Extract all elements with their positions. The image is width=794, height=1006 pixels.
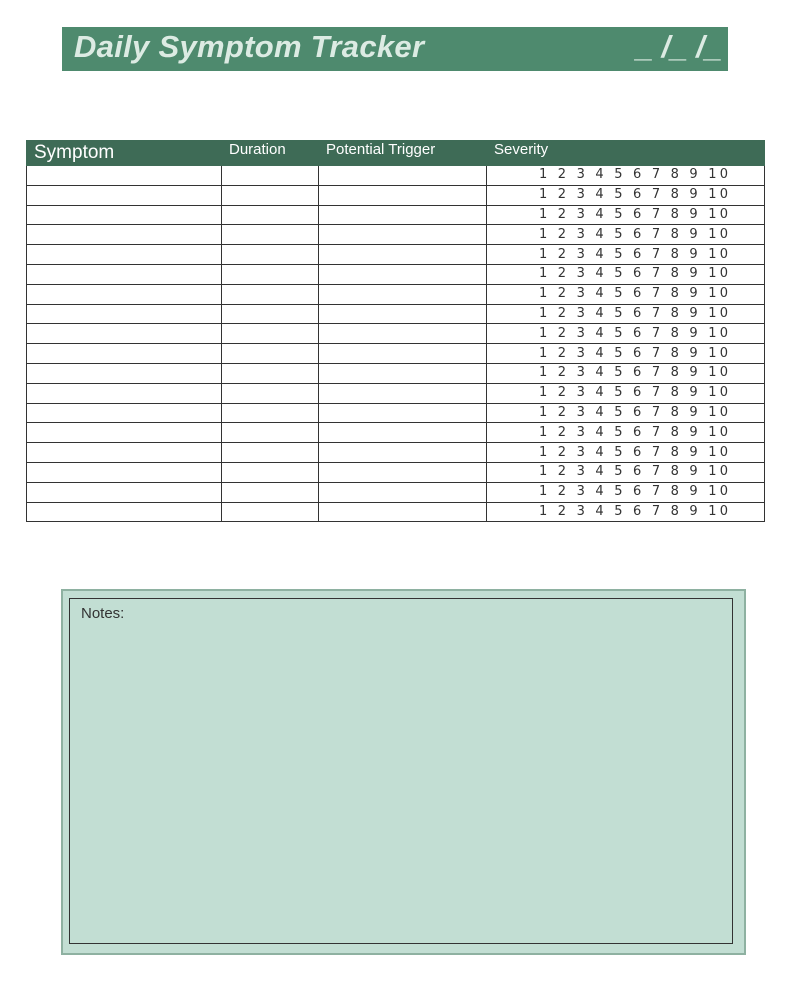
severity-scale[interactable]: 1 2 3 4 5 6 7 8 9 10	[487, 166, 765, 186]
trigger-cell[interactable]	[319, 403, 487, 423]
trigger-cell[interactable]	[319, 245, 487, 265]
trigger-cell[interactable]	[319, 482, 487, 502]
table-row	[27, 344, 765, 364]
trigger-cell[interactable]	[319, 304, 487, 324]
trigger-cell[interactable]	[319, 443, 487, 463]
symptom-cell[interactable]	[27, 482, 222, 502]
duration-cell[interactable]	[222, 443, 319, 463]
duration-cell[interactable]	[222, 363, 319, 383]
duration-cell[interactable]	[222, 205, 319, 225]
duration-cell[interactable]	[222, 166, 319, 186]
duration-cell[interactable]	[222, 502, 319, 522]
symptom-cell[interactable]	[27, 304, 222, 324]
table-row	[27, 502, 765, 522]
symptom-cell[interactable]	[27, 205, 222, 225]
trigger-cell[interactable]	[319, 264, 487, 284]
severity-scale[interactable]: 1 2 3 4 5 6 7 8 9 10	[487, 363, 765, 383]
table-row	[27, 205, 765, 225]
severity-scale[interactable]: 1 2 3 4 5 6 7 8 9 10	[487, 304, 765, 324]
duration-cell[interactable]	[222, 225, 319, 245]
symptom-cell[interactable]	[27, 344, 222, 364]
severity-scale[interactable]: 1 2 3 4 5 6 7 8 9 10	[487, 462, 765, 482]
table-row	[27, 462, 765, 482]
duration-cell[interactable]	[222, 304, 319, 324]
symptom-cell[interactable]	[27, 324, 222, 344]
trigger-cell[interactable]	[319, 502, 487, 522]
trigger-cell[interactable]	[319, 324, 487, 344]
title-bar	[62, 27, 728, 71]
symptom-cell[interactable]	[27, 383, 222, 403]
table-row	[27, 423, 765, 443]
symptom-cell[interactable]	[27, 502, 222, 522]
table-row	[27, 264, 765, 284]
notes-label: Notes:	[81, 605, 125, 622]
table-row	[27, 185, 765, 205]
duration-cell[interactable]	[222, 344, 319, 364]
table-body	[27, 166, 765, 522]
table-row	[27, 225, 765, 245]
severity-scale[interactable]: 1 2 3 4 5 6 7 8 9 10	[487, 324, 765, 344]
trigger-cell[interactable]	[319, 344, 487, 364]
column-header-severity: Severity	[487, 141, 765, 166]
date-field[interactable]: _ /_ /_	[635, 29, 722, 64]
symptom-cell[interactable]	[27, 225, 222, 245]
duration-cell[interactable]	[222, 245, 319, 265]
symptom-cell[interactable]	[27, 403, 222, 423]
table-row	[27, 324, 765, 344]
duration-cell[interactable]	[222, 403, 319, 423]
severity-scale[interactable]: 1 2 3 4 5 6 7 8 9 10	[487, 344, 765, 364]
severity-scale[interactable]: 1 2 3 4 5 6 7 8 9 10	[487, 482, 765, 502]
duration-cell[interactable]	[222, 185, 319, 205]
trigger-cell[interactable]	[319, 205, 487, 225]
table-row	[27, 443, 765, 463]
column-header-duration: Duration	[222, 141, 319, 166]
symptom-cell[interactable]	[27, 185, 222, 205]
column-header-potential-trigger: Potential Trigger	[319, 141, 487, 166]
page-title: Daily Symptom Tracker	[74, 29, 425, 64]
notes-box[interactable]	[69, 598, 733, 944]
trigger-cell[interactable]	[319, 363, 487, 383]
severity-scale[interactable]: 1 2 3 4 5 6 7 8 9 10	[487, 205, 765, 225]
symptom-cell[interactable]	[27, 443, 222, 463]
symptom-cell[interactable]	[27, 264, 222, 284]
duration-cell[interactable]	[222, 264, 319, 284]
table-row	[27, 284, 765, 304]
severity-scale[interactable]: 1 2 3 4 5 6 7 8 9 10	[487, 225, 765, 245]
severity-scale[interactable]: 1 2 3 4 5 6 7 8 9 10	[487, 423, 765, 443]
symptom-cell[interactable]	[27, 284, 222, 304]
duration-cell[interactable]	[222, 324, 319, 344]
symptom-cell[interactable]	[27, 423, 222, 443]
severity-scale[interactable]: 1 2 3 4 5 6 7 8 9 10	[487, 443, 765, 463]
symptom-cell[interactable]	[27, 462, 222, 482]
duration-cell[interactable]	[222, 423, 319, 443]
duration-cell[interactable]	[222, 462, 319, 482]
notes-panel	[61, 589, 746, 955]
symptom-cell[interactable]	[27, 363, 222, 383]
trigger-cell[interactable]	[319, 225, 487, 245]
table-row	[27, 482, 765, 502]
table-row	[27, 403, 765, 423]
table-row	[27, 304, 765, 324]
symptom-cell[interactable]	[27, 245, 222, 265]
symptom-cell[interactable]	[27, 166, 222, 186]
trigger-cell[interactable]	[319, 284, 487, 304]
duration-cell[interactable]	[222, 482, 319, 502]
table-row	[27, 363, 765, 383]
severity-scale[interactable]: 1 2 3 4 5 6 7 8 9 10	[487, 383, 765, 403]
duration-cell[interactable]	[222, 284, 319, 304]
column-header-symptom: Symptom	[27, 141, 222, 166]
duration-cell[interactable]	[222, 383, 319, 403]
table-row	[27, 166, 765, 186]
severity-scale[interactable]: 1 2 3 4 5 6 7 8 9 10	[487, 264, 765, 284]
trigger-cell[interactable]	[319, 166, 487, 186]
severity-scale[interactable]: 1 2 3 4 5 6 7 8 9 10	[487, 403, 765, 423]
trigger-cell[interactable]	[319, 383, 487, 403]
severity-scale[interactable]: 1 2 3 4 5 6 7 8 9 10	[487, 502, 765, 522]
trigger-cell[interactable]	[319, 462, 487, 482]
table-row	[27, 245, 765, 265]
table-header-row	[27, 141, 765, 166]
severity-scale[interactable]: 1 2 3 4 5 6 7 8 9 10	[487, 284, 765, 304]
trigger-cell[interactable]	[319, 185, 487, 205]
table-row	[27, 383, 765, 403]
severity-scale[interactable]: 1 2 3 4 5 6 7 8 9 10	[487, 185, 765, 205]
trigger-cell[interactable]	[319, 423, 487, 443]
severity-scale[interactable]: 1 2 3 4 5 6 7 8 9 10	[487, 245, 765, 265]
symptom-table	[26, 140, 765, 522]
